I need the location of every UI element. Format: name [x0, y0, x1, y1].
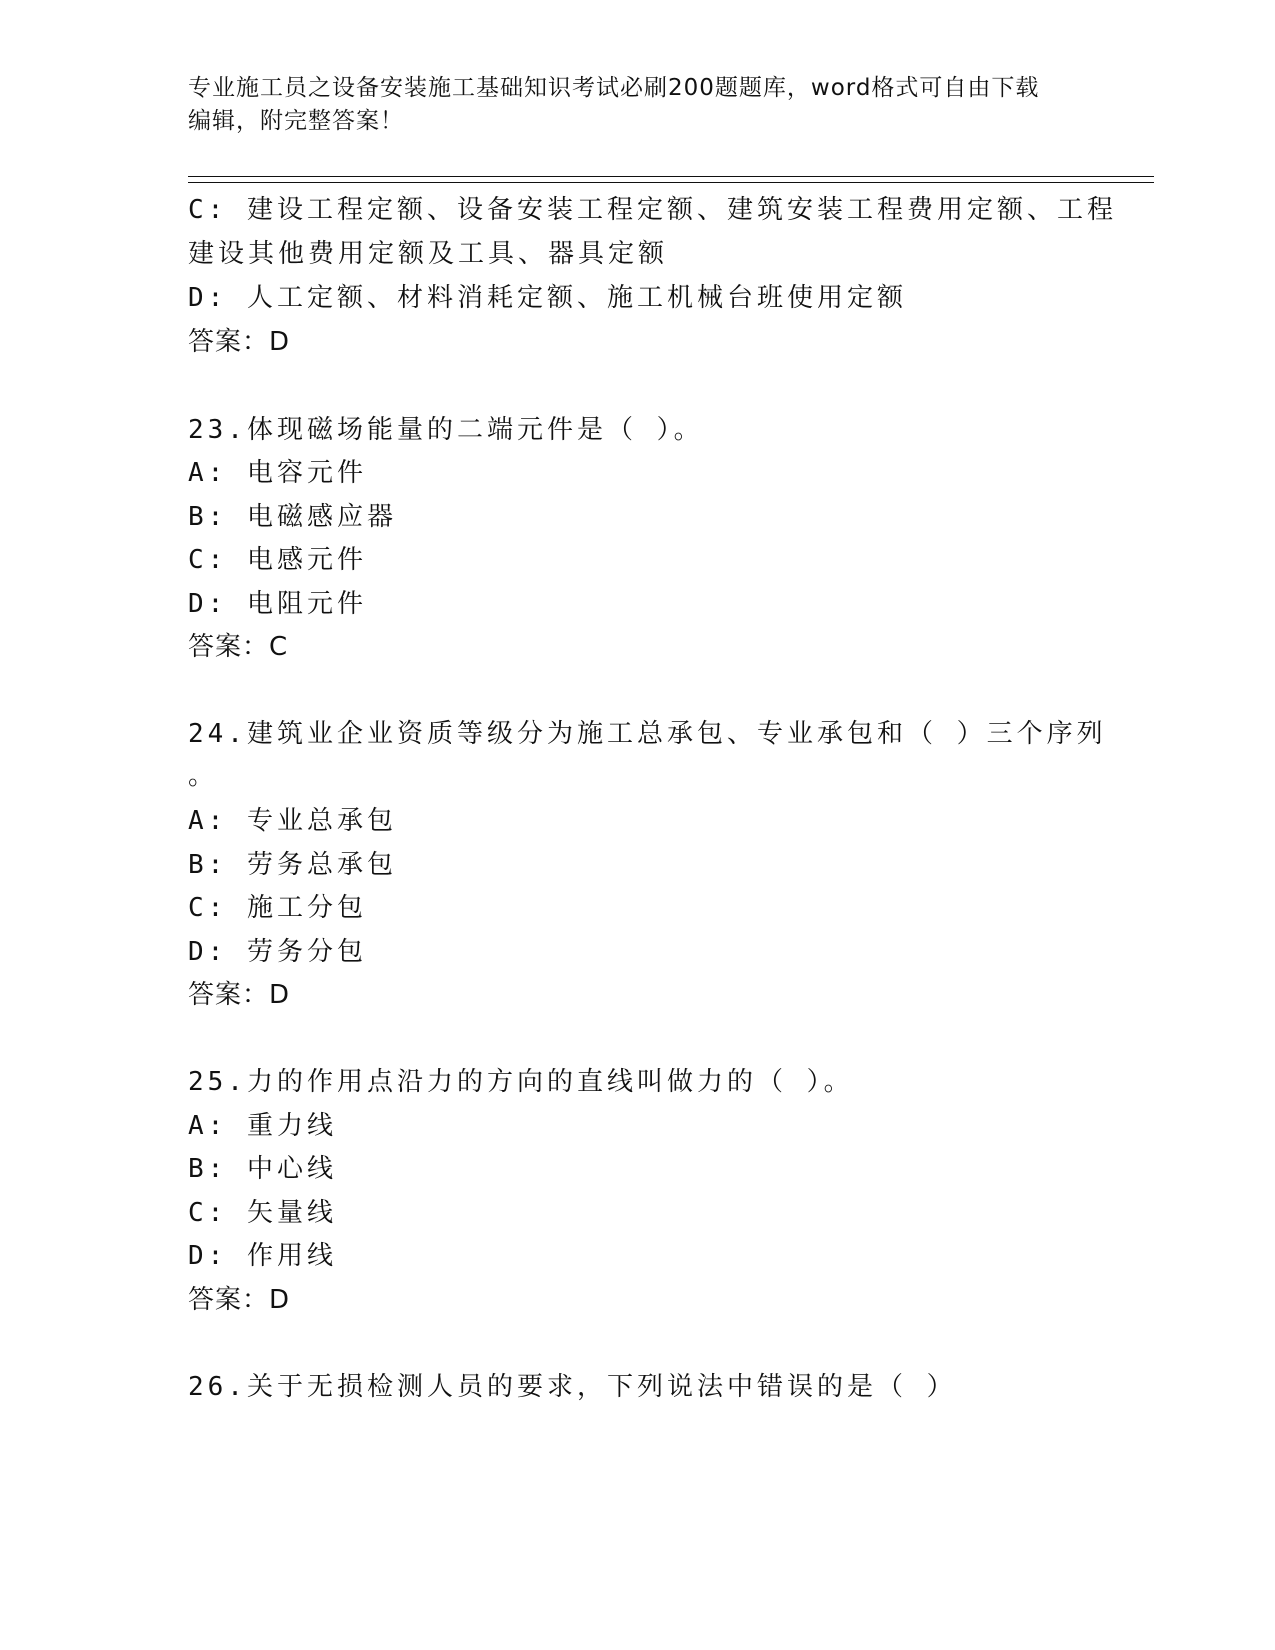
question-25-stem: 25.力的作用点沿力的方向的直线叫做力的（ ）。: [188, 1067, 854, 1097]
header-divider-bottom: [188, 182, 1154, 183]
question-25-option-c: C: 矢量线: [188, 1198, 337, 1228]
question-23-option-a: A: 电容元件: [188, 458, 367, 488]
question-26-stem: 26.关于无损检测人员的要求，下列说法中错误的是（ ）: [188, 1372, 957, 1402]
question-25-option-a: A: 重力线: [188, 1111, 337, 1141]
header-title-line1: 专业施工员之设备安装施工基础知识考试必刷200题题库，word格式可自由下载: [188, 75, 1040, 101]
question-25-answer: 答案：D: [188, 1285, 291, 1315]
question-24-answer: 答案：D: [188, 980, 291, 1010]
question-24-option-d: D: 劳务分包: [188, 937, 367, 967]
header-title-line2: 编辑，附完整答案！: [188, 108, 404, 134]
answer-prev: 答案：D: [188, 327, 291, 357]
option-c-line1: C: 建设工程定额、设备安装工程定额、建筑安装工程费用定额、工程: [188, 195, 1117, 225]
question-24-option-c: C: 施工分包: [188, 893, 367, 923]
question-23-option-d: D: 电阻元件: [188, 589, 367, 619]
question-24-stem-line1: 24.建筑业企业资质等级分为施工总承包、专业承包和（ ）三个序列: [188, 719, 1107, 749]
question-23-option-b: B: 电磁感应器: [188, 502, 397, 532]
question-24-option-b: B: 劳务总承包: [188, 850, 397, 880]
question-24-stem-line2: 。: [188, 761, 219, 791]
question-23-answer: 答案：C: [188, 632, 289, 662]
document-header: [188, 72, 1088, 138]
header-divider-top: [188, 176, 1154, 177]
option-d: D: 人工定额、材料消耗定额、施工机械台班使用定额: [188, 283, 907, 313]
question-25-option-d: D: 作用线: [188, 1241, 337, 1271]
option-c-line2: 建设其他费用定额及工具、器具定额: [188, 239, 669, 269]
question-25-option-b: B: 中心线: [188, 1154, 337, 1184]
question-23-option-c: C: 电感元件: [188, 545, 367, 575]
question-23-stem: 23.体现磁场能量的二端元件是（ ）。: [188, 415, 704, 445]
question-24-option-a: A: 专业总承包: [188, 806, 397, 836]
